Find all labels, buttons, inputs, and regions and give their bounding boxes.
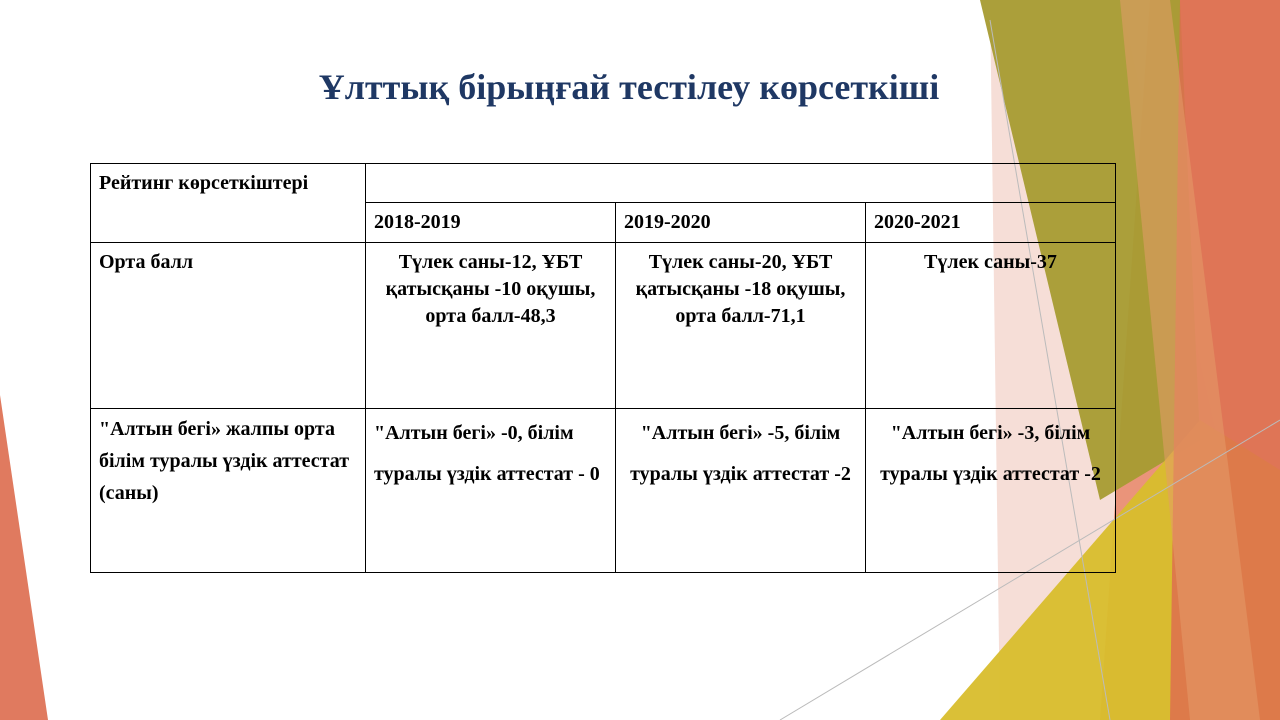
row-label: Орта балл (91, 243, 366, 409)
table-cell: Түлек саны-20, ҰБТ қатысқаны -18 оқушы, орта балл-71,1 (616, 243, 866, 409)
table-row (91, 243, 1116, 409)
year-cell: 2019-2020 (616, 203, 866, 243)
row-label: "Алтын бегі» жалпы орта білім туралы үздік аттестат (саны) (91, 409, 366, 573)
table-row (91, 409, 1116, 573)
table-cell: Түлек саны-37 (866, 243, 1116, 409)
table-cell: "Алтын бегі» -5, білім туралы үздік аттестат -2 (616, 409, 866, 573)
table-cell: "Алтын бегі» -0, білім туралы үздік аттестат - 0 (366, 409, 616, 573)
year-cell: 2020-2021 (866, 203, 1116, 243)
results-table (90, 163, 1116, 573)
header-blank-cell (366, 164, 1116, 203)
table-cell: Түлек саны-12, ҰБТ қатысқаны -10 оқушы, орта балл-48,3 (366, 243, 616, 409)
left-coral-triangle (0, 395, 48, 720)
table-cell: "Алтын бегі» -3, білім туралы үздік аттестат -2 (866, 409, 1116, 573)
table-header-row (91, 164, 1116, 203)
year-cell: 2018-2019 (366, 203, 616, 243)
header-label-cell: Рейтинг көрсеткіштері (91, 164, 366, 243)
slide-title: Ұлттық бірыңғай тестілеу көрсеткіші (318, 67, 940, 107)
